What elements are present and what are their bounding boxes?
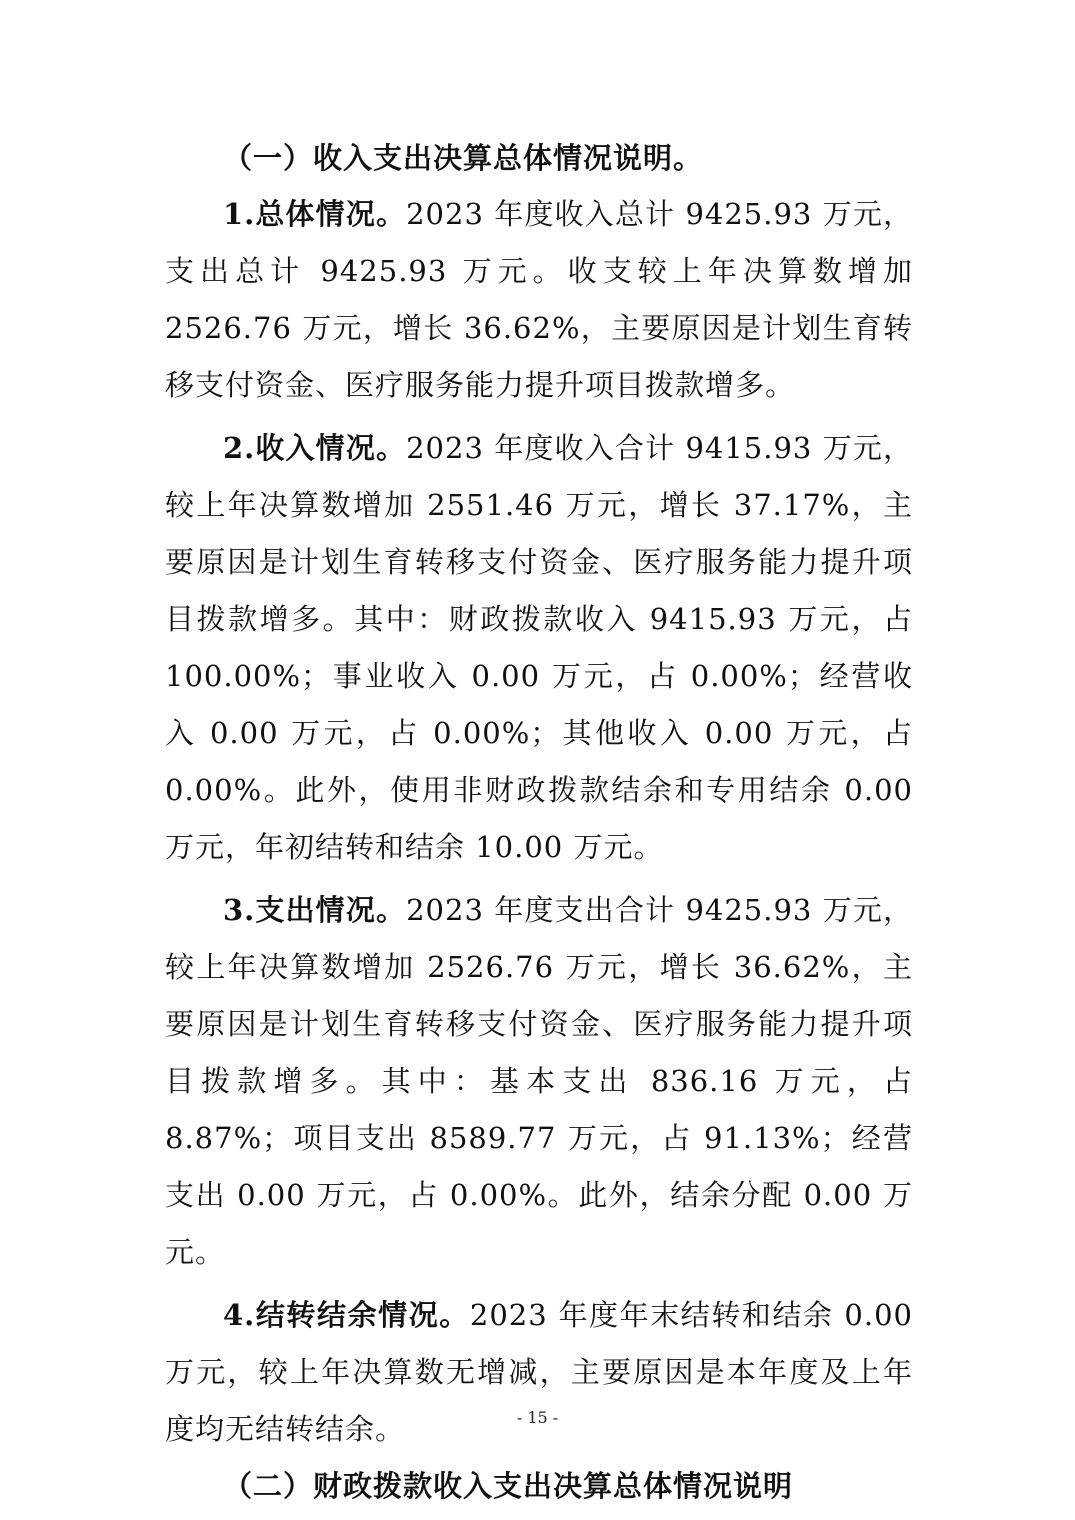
paragraph-income-lead: 2.收入情况。 xyxy=(223,431,407,465)
paragraph-overall xyxy=(165,186,913,414)
paragraph-carryover-lead: 4.结转结余情况。 xyxy=(223,1298,470,1332)
section-heading-1: （一）收入支出决算总体情况说明。 xyxy=(223,141,704,175)
paragraph-income xyxy=(165,420,913,876)
paragraph-income-text: 2023 年度收入合计 9415.93 万元，较上年决算数增加 2551.46 万元，增长 37.17%，主要原因是计划生育转移支付资金、医疗服务能力提升项目拨款增多。其中：财政拨款收入 9415.93 万元，占 100.00%；事业收入 0.00 万元，占 0.00%；经营收入 0.00 万元，占 0.00%；其他收入 0.00 万元，占 0.00%。此外，使用非财政拨款结余和专用结余 0.00 万元，年初结转和结余 10.00 万元。 xyxy=(165,431,913,864)
paragraph-expenditure-text: 2023 年度支出合计 9425.93 万元，较上年决算数增加 2526.76 万元，增长 36.62%，主要原因是计划生育转移支付资金、医疗服务能力提升项目拨款增多。其中：基本支出 836.16 万元，占 8.87%；项目支出 8589.77 万元，占 91.13%；经营支出 0.00 万元，占 0.00%。此外，结余分配 0.00 万元。 xyxy=(165,893,913,1269)
paragraph-overall-lead: 1.总体情况。 xyxy=(223,197,407,231)
paragraph-carryover-text: 2023 年度年末结转和结余 0.00 万元，较上年决算数无增减，主要原因是本年度及上年度均无结转结余。 xyxy=(165,1298,913,1446)
paragraph-overall-text: 2023 年度收入总计 9425.93 万元，支出总计 9425.93 万元。收支较上年决算数增加 2526.76 万元，增长 36.62%，主要原因是计划生育转移支付资金、医疗服务能力提升项目拨款增多。 xyxy=(165,197,913,402)
section-heading-2: （二）财政拨款收入支出决算总体情况说明 xyxy=(223,1469,794,1503)
page-number: - 15 - xyxy=(516,1408,559,1427)
paragraph-expenditure xyxy=(165,882,913,1281)
paragraph-expenditure-lead: 3.支出情况。 xyxy=(223,893,407,927)
document-body xyxy=(165,130,913,1514)
paragraph-carryover xyxy=(165,1287,913,1458)
